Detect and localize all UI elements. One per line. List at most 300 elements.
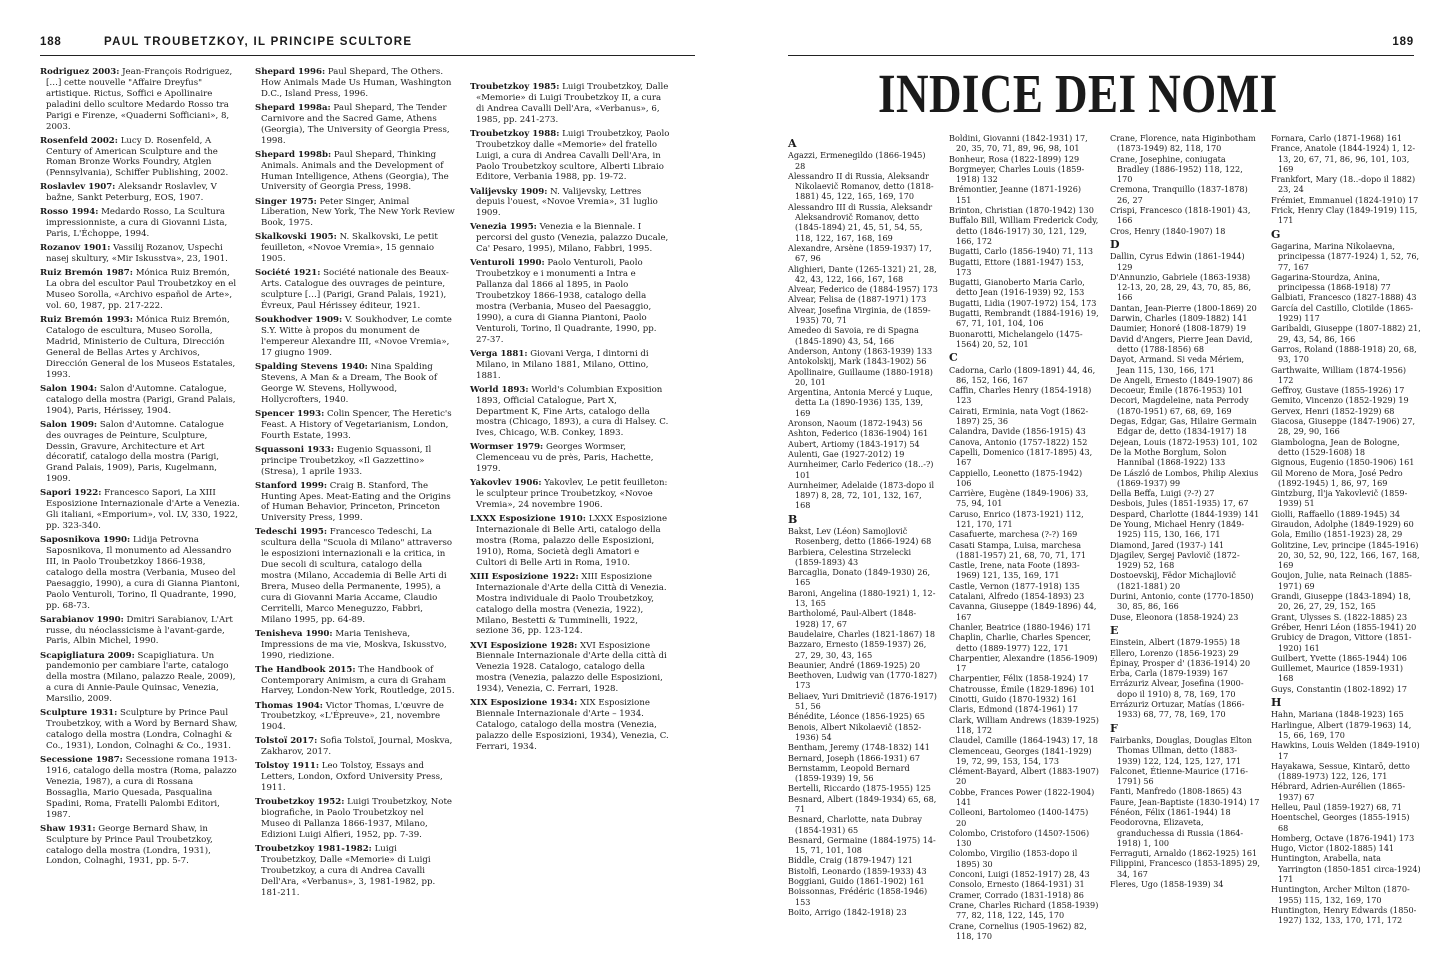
bibliography-key: Tenisheva 1990:	[255, 628, 333, 639]
bibliography-entry	[255, 629, 455, 662]
bibliography-entry	[255, 481, 455, 525]
index-entry: Darwin, Charles (1809-1882) 141	[1110, 313, 1248, 324]
index-entry: Apollinaire, Guillaume (1880-1918) 20, 101	[788, 366, 933, 387]
bibliography-text: Dmitri Sarabianov, L'Art russe, du néoclassicisme à l'avant-garde, Paris, Albin Michel, 1990.	[46, 614, 233, 647]
bibliography-key: Ruiz Bremón 1993:	[40, 315, 133, 326]
index-entry: Gemito, Vincenzo (1852-1929) 19	[1271, 395, 1409, 406]
index-entry: Gagarina-Stourdza, Anina, principessa (1868-1918) 77	[1271, 271, 1391, 293]
index-entry: Dallin, Cyrus Edwin (1861-1944) 129	[1110, 251, 1245, 272]
index-entry: Borgmeyer, Charles Louis (1859-1918) 132	[949, 163, 1085, 185]
bibliography-entry	[40, 384, 240, 417]
index-entry: Dostoevskij, Fëdor Michajlovič (1821-1881) 20	[1110, 570, 1236, 591]
index-entry: Errázuriz Ortuzar, Matías (1866-1933) 68, 77, 78, 169, 170	[1110, 699, 1245, 720]
index-entry: Degas, Edgar, Gas, Hilaire Germain Edgar de, detto (1834-1917) 18	[1110, 416, 1257, 437]
index-entry: Hugo, Victor (1802-1885) 141	[1271, 843, 1395, 854]
index-entry: Crane, Florence, nata Higinbotham (1873-1949) 82, 118, 170	[1110, 133, 1256, 154]
bibliography-text: Nina Spalding Stevens, A Man & a Dream, The Book of George W. Stevens, Hollywood, Hollycrofters, 1940.	[261, 361, 437, 405]
bibliography-entry	[470, 349, 670, 382]
bibliography-key: World 1893:	[470, 384, 529, 395]
bibliography-entry	[40, 420, 240, 485]
index-entry: Grubicy de Dragon, Vittore (1851-1920) 161	[1271, 632, 1412, 653]
bibliography-key: Verga 1881:	[470, 348, 528, 359]
index-letter-heading: F	[1110, 721, 1118, 735]
bibliography-entry	[255, 409, 455, 442]
index-entry: Djagilev, Sergej Pavlovič (1872-1929) 52, 168	[1110, 549, 1240, 571]
page-number-left: 188	[40, 36, 62, 48]
bibliography-key: Wormser 1979:	[470, 442, 544, 453]
index-column-4	[1271, 133, 1421, 926]
bibliography-column-2	[255, 67, 455, 902]
bibliography-key: Troubetzkoy 1985:	[470, 82, 560, 92]
index-entry: Clément-Bayard, Albert (1883-1907) 20	[949, 766, 1099, 787]
bibliography-text: Medardo Rosso, La Scultura impressionniste, a cura di Giovanni Lista, Paris, L'Échoppe, 1994.	[46, 207, 228, 240]
index-entry: Carrière, Eugène (1849-1906) 33, 75, 94, 101	[949, 488, 1089, 509]
index-entry: Barcaglia, Donato (1849-1930) 26, 165	[788, 567, 931, 588]
index-entry: Ellero, Lorenzo (1856-1923) 29	[1110, 647, 1239, 658]
bibliography-key: XIX Esposizione 1934:	[470, 698, 578, 709]
bibliography-key: Squassoni 1933:	[255, 444, 335, 455]
bibliography-entry	[255, 315, 455, 359]
index-entry: Alvear, Felisa de (1887-1971) 173	[788, 294, 927, 305]
bibliography-key: Troubetzkoy 1952:	[255, 797, 345, 808]
bibliography-key: Troubetzkoy 1988:	[470, 128, 560, 139]
index-entry: Bartholomé, Paul-Albert (1848-1928) 17, 67	[788, 608, 917, 629]
bibliography-entry	[40, 535, 240, 611]
bibliography-entry	[470, 641, 670, 696]
index-entry: Grandi, Giuseppe (1843-1894) 18, 20, 26, 27, 29, 152, 165	[1271, 591, 1411, 612]
bibliography-key: Salon 1904:	[40, 383, 98, 394]
bibliography-entry	[255, 761, 455, 794]
index-entry: Boissonnas, Frédéric (1858-1946) 153	[788, 886, 928, 907]
index-entry: Cobbe, Frances Power (1822-1904) 141	[949, 786, 1095, 807]
index-entry: Frick, Henry Clay (1849-1919) 115, 171	[1271, 205, 1418, 226]
left-page	[0, 0, 708, 971]
index-entry: Huntington, Arabella, nata Yarrington (1850-1851 circa-1924) 171	[1271, 853, 1421, 885]
index-entry: Boggiani, Guido (1861-1902) 161	[788, 876, 925, 887]
index-entry: Boldini, Giovanni (1842-1931) 17, 20, 35, 70, 71, 89, 96, 98, 101	[949, 133, 1088, 154]
index-entry: Harlingue, Albert (1879-1963) 14, 15, 66, 169, 170	[1271, 719, 1412, 740]
index-entry: Despard, Charlotte (1844-1939) 141	[1110, 508, 1260, 519]
bibliography-entry	[40, 243, 240, 265]
bibliography-text: Mónica Ruiz Bremón, Catalogo de escultura, Museo Sorolla, Madrid, Ministerio de Cultura, Dirección General de Bellas Artes y Archivos, Dirección General de los Museos Estatales, 1993.	[46, 315, 236, 380]
bibliography-entry	[40, 708, 240, 752]
bibliography-entry	[470, 187, 670, 220]
bibliography-column-1	[40, 67, 240, 871]
bibliography-entry	[40, 136, 240, 180]
index-entry: Chatrousse, Émile (1829-1896) 101	[949, 683, 1096, 694]
bibliography-key: LXXX Esposizione 1910:	[470, 514, 586, 525]
index-entry: Galbiati, Francesco (1827-1888) 43	[1271, 292, 1417, 303]
index-entry: De la Mothe Borglum, Solon Hannibal (1868-1922) 133	[1110, 446, 1227, 468]
index-entry: Charpentier, Félix (1858-1924) 17	[949, 673, 1089, 684]
index-entry: Calandra, Davide (1856-1915) 43	[949, 426, 1086, 437]
index-entry: Baudelaire, Charles (1821-1867) 18	[788, 628, 936, 639]
index-entry: Bugatti, Lidia (1907-1972) 154, 173	[949, 297, 1097, 308]
bibliography-column-3	[470, 82, 670, 756]
index-entry: Alvear, Federico de (1884-1957) 173	[788, 284, 938, 295]
bibliography-key: Stanford 1999:	[255, 480, 328, 491]
index-entry: Desbois, Jules (1851-1935) 17, 67	[1110, 498, 1249, 509]
index-entry: Crane, Josephine, coniugata Bradley (1886-1952) 118, 122, 170	[1110, 153, 1243, 185]
bibliography-entry	[255, 736, 455, 758]
bibliography-entry	[255, 197, 455, 230]
index-entry: Gervex, Henri (1852-1929) 68	[1271, 405, 1395, 416]
index-column-1	[788, 135, 938, 917]
bibliography-entry	[470, 222, 670, 255]
bibliography-text: World's Columbian Exposition 1893, Official Catalogue, Part X, Department K, Fine Arts, catalogo della mostra (Chicago, 1893), a cura di Halsey. C. Ives, Chicago, W.B. Conkey, 1893.	[476, 384, 669, 439]
header-rule	[40, 55, 695, 56]
index-entry: Conconi, Luigi (1852-1917) 28, 43	[949, 869, 1090, 880]
index-entry: Crispi, Francesco (1818-1901) 43, 166	[1110, 205, 1251, 226]
bibliography-entry	[40, 182, 240, 204]
index-entry: Bentham, Jeremy (1748-1832) 141	[788, 742, 930, 753]
index-entry: Garros, Roland (1888-1918) 20, 68, 93, 170	[1271, 343, 1417, 365]
index-letter-heading: A	[788, 137, 797, 150]
bibliography-entry	[255, 150, 455, 194]
index-entry: Charpentier, Alexandre (1856-1909) 17	[949, 652, 1098, 674]
bibliography-text: Sofia Tolstoï, Journal, Moskva, Zakharov, 2017.	[261, 736, 453, 758]
index-entry: Frankfort, Mary (18..-dopo il 1882) 23, 24	[1271, 174, 1416, 195]
index-entry: Casafuerte, marchesa (?-?) 169	[949, 529, 1078, 540]
index-entry: Hawkins, Louis Welden (1849-1910) 17	[1271, 740, 1420, 761]
index-entry: Claudel, Camille (1864-1943) 17, 18	[949, 735, 1098, 746]
index-letter-heading: C	[949, 351, 958, 365]
index-entry: Hayakawa, Sessue, Kintarō, detto (1889-1973) 122, 126, 171	[1271, 760, 1410, 782]
bibliography-entry	[255, 701, 455, 734]
index-entry: Beaunier, André (1869-1925) 20	[788, 659, 921, 670]
index-entry: Crane, Cornelius (1905-1962) 82, 118, 170	[949, 920, 1087, 941]
index-entry: Bernstamm, Leopold Bernard (1859-1939) 19, 56	[788, 762, 910, 784]
index-entry: Cros, Henry (1840-1907) 18	[1110, 225, 1226, 236]
index-entry: Aronson, Naoum (1872-1943) 56	[788, 418, 923, 429]
bibliography-text: Jean-François Rodriguez, […] cette nouvelle "Affaire Dreyfus" artistique. Rictus, Soffici e Apollinaire paladini dello scultore Medardo Rosso tra Parigi e Firenze, «Quaderni Sofficiani», 8, 2003.	[46, 67, 233, 132]
index-entry: Bonheur, Rosa (1822-1899) 129	[949, 153, 1080, 164]
bibliography-text: N. Valijevsky, Lettres depuis l'ouest, «Novoe Vremia», 31 luglio 1909.	[476, 186, 658, 219]
index-entry: Alexandre, Arsène (1859-1937) 17, 67, 96	[788, 242, 932, 264]
index-entry: Bugatti, Carlo (1856-1940) 71, 113	[949, 246, 1094, 257]
bibliography-key: Saposnikova 1990:	[40, 535, 131, 546]
bibliography-entry	[470, 514, 670, 569]
index-entry: De Young, Michael Henry (1849-1925) 115, 130, 166, 171	[1110, 518, 1245, 540]
bibliography-text: Victor Thomas, L'œuvre de Troubetzkoy, «L'Épreuve», 21, novembre 1904.	[261, 700, 444, 733]
index-entry: Giacosa, Giuseppe (1847-1906) 27, 28, 29, 90, 166	[1271, 416, 1416, 437]
right-page	[748, 0, 1456, 971]
index-entry: Bazzaro, Ernesto (1859-1937) 26, 27, 29, 30, 43, 165	[788, 639, 927, 660]
index-entry: Besnard, Germaine (1884-1975) 14-15, 71, 101, 108	[788, 834, 936, 856]
bibliography-key: Thomas 1904:	[255, 700, 323, 711]
index-entry: Giraudon, Adolphe (1849-1929) 60	[1271, 518, 1414, 529]
index-entry: Clark, William Andrews (1839-1925) 118, 172	[949, 714, 1099, 735]
bibliography-text: Eugenio Squassoni, Il principe Troubetzkoy, «Il Gazzettino» (Stresa), 1 aprile 1933.	[261, 444, 432, 477]
bibliography-entry	[470, 698, 670, 753]
bibliography-text: George Bernard Shaw, in Sculpture by Prince Paul Troubetzkoy, catalogo della mostra (Londra, 1931), London, Colnaghi, 1931, pp. 5-7.	[46, 823, 213, 867]
index-entry: Caffin, Charles Henry (1854-1918) 123	[949, 385, 1092, 406]
bibliography-entry	[40, 268, 240, 312]
index-entry: Bakst, Lev (Léon) Samojlovič Rosenberg, detto (1866-1924) 68	[788, 525, 932, 547]
index-entry: Fornara, Carlo (1871-1968) 161	[1271, 133, 1402, 143]
index-entry: Daumier, Honoré (1808-1879) 19	[1110, 323, 1247, 334]
bibliography-text: The Handbook of Contemporary Animism, a cura di Graham Harvey, London-New York, Routledge, 2015.	[261, 664, 455, 697]
index-entry: Gagarina, Marina Nikolaevna, principessa (1877-1924) 1, 52, 76, 77, 167	[1271, 240, 1420, 272]
index-entry: Beliaev, Yuri Dmitrievič (1876-1917) 51, 56	[788, 690, 937, 712]
index-entry: Della Beffa, Luigi (?-?) 27	[1110, 488, 1215, 499]
bibliography-key: Société 1921:	[255, 268, 321, 279]
index-entry: Bernard, Joseph (1866-1931) 67	[788, 752, 920, 763]
index-entry: De Angeli, Ernesto (1849-1907) 86	[1110, 374, 1253, 385]
running-title: PAUL TROUBETZKOY, IL PRINCIPE SCULTORE	[104, 36, 413, 48]
bibliography-text: Yakovlev, Le petit feuilleton: le sculpteur prince Troubetzkoy, «Novoe Vremia», 24 novembre 1906.	[476, 478, 668, 511]
bibliography-entry	[255, 797, 455, 841]
index-entry: Aubert, Artiomy (1843-1917) 54	[788, 438, 920, 449]
index-entry: Cappiello, Leonetto (1875-1942) 106	[949, 467, 1083, 488]
bibliography-key: The Handbook 2015:	[255, 664, 356, 675]
bibliography-text: Paul Shepard, The Others. How Animals Made Us Human, Washington D.C., Island Press, 1996.	[261, 67, 452, 99]
index-entry: Argentina, Antonia Mercé y Luque, detta La (1890-1936) 135, 139, 169	[788, 387, 933, 418]
index-entry: Capelli, Domenico (1817-1895) 43, 167	[949, 446, 1093, 468]
index-entry: Cinotti, Guido (1870-1932) 161	[949, 694, 1078, 705]
index-letter-heading: H	[1271, 696, 1282, 710]
bibliography-entry	[255, 103, 455, 147]
index-column-2	[949, 133, 1099, 941]
index-entry: García del Castillo, Clotilde (1865-1929) 117	[1271, 302, 1414, 324]
index-entry: Benois, Albert Nikolaevič (1852-1936) 54	[788, 721, 922, 742]
index-entry: Huntington, Archer Milton (1870-1955) 115, 132, 169, 170	[1271, 884, 1410, 905]
bibliography-entry	[470, 82, 670, 126]
index-entry: Bertelli, Riccardo (1875-1955) 125	[788, 783, 931, 794]
bibliography-text: Salon d'Automne. Catalogue, catalogo della mostra (Parigi, Grand Palais, 1904), Paris, Hérissey, 1904.	[46, 383, 236, 416]
bibliography-entry	[40, 755, 240, 820]
bibliography-key: Rodriguez 2003:	[40, 67, 120, 77]
index-entry: Cavanna, Giuseppe (1849-1896) 44, 167	[949, 601, 1097, 622]
index-entry: Buffalo Bill, William Frederick Cody, detto (1846-1917) 30, 121, 129, 166, 172	[949, 215, 1099, 246]
index-entry: Ashton, Federico (1836-1904) 161	[788, 428, 929, 439]
index-letter-heading: B	[788, 512, 798, 526]
index-entry: Hahn, Mariana (1848-1923) 165	[1271, 709, 1404, 720]
index-entry: Colleoni, Bartolomeo (1400-1475) 20	[949, 807, 1089, 828]
bibliography-entry	[40, 315, 240, 380]
index-entry: David d'Angers, Pierre Jean David, detto (1788-1856) 68	[1110, 333, 1253, 354]
page-number-right: 189	[1392, 36, 1414, 48]
bibliography-text: Colin Spencer, The Heretic's Feast. A History of Vegetarianism, London, Fourth Estate, 1993.	[261, 408, 452, 441]
index-entry: Dantan, Jean-Pierre (1800-1869) 20	[1110, 302, 1257, 313]
index-entry: Goujon, Julie, nata Reinach (1885-1971) 69	[1271, 570, 1412, 591]
bibliography-text: Lucy D. Rosenfeld, A Century of American Sculpture and the Roman Bronze Works Foundry, Atglen (Pennsylvania), Schiffer Publishing, 2002.	[46, 135, 229, 179]
index-entry: Dayot, Armand. Si veda Mériem, Jean 115, 130, 166, 171	[1110, 354, 1245, 375]
index-entry: Biddle, Craig (1879-1947) 121	[788, 855, 913, 866]
index-entry: Catalani, Alfredo (1854-1893) 23	[949, 591, 1085, 602]
index-entry: Chaplin, Charlie, Charles Spencer, detto (1889-1977) 122, 171	[949, 632, 1091, 653]
index-entry: Besnard, Charlotte, nata Dubray (1854-1931) 65	[788, 814, 922, 835]
bibliography-text: Sculpture by Prince Paul Troubetzkoy, with a Word by Bernard Shaw, catalogo della mostra (Londra, Colnaghi & Co., 1931), London, Colnaghi & Co., 1931.	[46, 708, 238, 751]
bibliography-key: Sapori 1922:	[40, 488, 102, 499]
index-entry: Agazzi, Ermenegildo (1866-1945) 28	[788, 150, 926, 171]
bibliography-entry	[40, 615, 240, 648]
index-entry: Brinton, Christian (1870-1942) 130	[949, 205, 1094, 216]
bibliography-text: Scapigliatura. Un pandemonio per cambiare l'arte, catalogo della mostra (Milano, palazzo Reale, 2009), a cura di Annie-Paule Quinsac, Venezia, Marsilio, 2009.	[46, 650, 236, 705]
index-entry: Homberg, Octave (1876-1941) 173	[1271, 832, 1415, 843]
bibliography-entry	[255, 362, 455, 406]
index-entry: Erba, Carla (1879-1939) 167	[1110, 668, 1229, 679]
bibliography-key: Tolstoï 2017:	[255, 736, 318, 747]
index-entry: Bugatti, Rembrandt (1884-1916) 19, 67, 71, 101, 104, 106	[949, 308, 1099, 329]
index-entry: Anderson, Antony (1863-1939) 133	[788, 345, 933, 356]
bibliography-text: XIX Esposizione Biennale Internazionale d'Arte – 1934. Catalogo, catalogo della mostra (Venezia, palazzo delle Esposizioni, 1934), Venezia, C. Ferrari, 1934.	[476, 698, 669, 752]
bibliography-entry	[255, 527, 455, 625]
bibliography-text: XVI Esposizione Biennale Internazionale d'Arte della città di Venezia 1928. Catalogo, catalogo della mostra (Venezia, palazzo delle Esposizioni, 1934), Venezia, C. Ferrari, 1928.	[476, 640, 667, 695]
bibliography-text: Peter Singer, Animal Liberation, New York, The New York Review Book, 1975.	[261, 196, 455, 229]
index-entry: Canova, Antonio (1757-1822) 152	[949, 436, 1088, 447]
index-entry: Frémiet, Emmanuel (1824-1910) 17	[1271, 194, 1419, 205]
bibliography-text: XIII Esposizione Internazionale d'Arte della Città di Venezia. Mostra individuale di Paolo Troubetzkoy, catalogo della mostra (Venezia, 1922), Milano, Bestetti & Tumminelli, 1922, sezione 36, pp. 123-124.	[476, 571, 667, 637]
index-letter-heading: D	[1110, 237, 1120, 251]
bibliography-text: Francesco Sapori, La XIII Esposizione Internazionale d'Arte a Venezia. Gli italiani, «Emporium», vol. LV, 330, 1922, pp. 323-340.	[46, 488, 240, 532]
index-entry: Errázuriz Alvear, Josefina (1900-dopo il 1910) 8, 78, 169, 170	[1110, 678, 1244, 699]
index-entry: Garthwaite, William (1874-1956) 172	[1271, 364, 1407, 385]
index-entry: Fleres, Ugo (1858-1939) 34	[1110, 879, 1224, 890]
index-entry: Gréber, Henri Léon (1855-1941) 20	[1271, 621, 1417, 632]
index-column-3	[1110, 133, 1260, 889]
index-entry: Decoeur, Émile (1876-1953) 101	[1110, 385, 1244, 396]
bibliography-entry	[40, 651, 240, 706]
index-entry: Guillemet, Maurice (1859-1931) 168	[1271, 663, 1404, 684]
index-entry: Guilbert, Yvette (1865-1944) 106	[1271, 652, 1407, 663]
index-entry: Alvear, Josefina Virginia, de (1859-1935) 70, 71	[788, 304, 931, 326]
bibliography-entry	[470, 385, 670, 440]
index-entry: Geffroy, Gustave (1855-1926) 17	[1271, 385, 1405, 396]
index-entry: Giambologna, Jean de Bologne, detto (1529-1608) 18	[1271, 436, 1400, 457]
bibliography-text: Francesco Tedeschi, La scultura della "Scuola di Milano" attraverso le esposizioni internazionali e la critica, in Due secoli di scultura, catalogo della mostra (Milano, Accademia di Belle Arti di Brera, Museo della Permanente, 1995), a cura di Giovanni Maria Accame, Claudio Cerritelli, Marco Meneguzzo, Fabbri, Milano 1995, pp. 64-89.	[261, 527, 453, 625]
bibliography-key: Rosso 1994:	[40, 207, 99, 218]
bibliography-text: Mónica Ruiz Bremón, La obra del escultor Paul Troubetzkoy en el Museo Sorolla, «Archivo español de Arte», vol. 60, 1987, pp. 217-222.	[46, 268, 237, 312]
bibliography-key: Venezia 1995:	[470, 222, 537, 233]
bibliography-entry	[255, 268, 455, 312]
index-entry: Aurnheimer, Adelaide (1873-dopo il 1897) 8, 28, 72, 101, 132, 167, 168	[788, 479, 935, 511]
index-entry: Clemenceau, Georges (1841-1929) 19, 72, 99, 153, 154, 173	[949, 745, 1092, 766]
index-entry: Cadorna, Carlo (1809-1891) 44, 46, 86, 152, 166, 167	[949, 364, 1096, 385]
index-entry: Chanler, Beatrice (1880-1946) 171	[949, 621, 1092, 632]
index-entry: Einstein, Albert (1879-1955) 18	[1110, 637, 1241, 648]
index-entry: Ferraguti, Arnaldo (1862-1925) 161	[1110, 848, 1258, 859]
index-entry: Guys, Constantin (1802-1892) 17	[1271, 683, 1408, 694]
bibliography-entry	[255, 445, 455, 478]
index-entry: Fairbanks, Douglas, Douglas Elton Thomas Ullman, detto (1883-1939) 122, 124, 125, 127, 171	[1110, 734, 1252, 766]
bibliography-key: Tedeschi 1995:	[255, 527, 328, 538]
bibliography-text: Luigi Troubetzkoy, Dalle «Memorie» di Luigi Troubetzkoy, a cura di Andrea Cavalli Dell'Ara, «Verbanus», 3, 1981-1982, pp. 181-211.	[261, 844, 436, 898]
index-entry: Barbiera, Celestina Strzelecki (1859-1893) 43	[788, 546, 912, 567]
index-entry: Colombo, Virgilio (1853-dopo il 1895) 30	[949, 848, 1078, 869]
index-entry: Bugatti, Gianoberto Maria Carlo, detto Jean (1916-1939) 92, 153	[949, 277, 1085, 298]
bibliography-text: Leo Tolstoy, Essays and Letters, London, Oxford University Press, 1911.	[261, 761, 443, 794]
index-entry: Giolli, Raffaello (1889-1945) 34	[1271, 508, 1401, 519]
bibliography-text: Luigi Troubetzkoy, Note biografiche, in Paolo Troubetzkoy nel Museo di Pallanza 1866-1937, Milano, Edizioni Luigi Alfieri, 1952, pp. 7-39.	[261, 797, 452, 841]
bibliography-key: Salon 1909:	[40, 419, 98, 430]
index-entry: Durini, Antonio, conte (1770-1850) 30, 85, 86, 166	[1110, 591, 1254, 612]
index-entry: Feodorovna, Elizaveta, granduchessa di Russia (1864-1918) 1, 100	[1110, 817, 1244, 848]
bibliography-key: Troubetzkoy 1981-1982:	[255, 844, 372, 855]
bibliography-key: Soukhodver 1909:	[255, 315, 343, 326]
bibliography-key: Valijevsky 1909:	[470, 186, 548, 197]
bibliography-entry	[470, 572, 670, 637]
bibliography-text: Luigi Troubetzkoy, Dalle «Memorie» di Luigi Troubetzkoy II, a cura di Andrea Cavalli Dell'Ara, «Verbanus», 6, 1985, pp. 241-273.	[476, 82, 669, 125]
bibliography-entry	[470, 258, 670, 345]
bibliography-key: Shepard 1996:	[255, 67, 326, 77]
bibliography-key: Rozanov 1901:	[40, 243, 111, 254]
index-entry: Dejean, Louis (1872-1953) 101, 102	[1110, 436, 1258, 447]
bibliography-key: Sarabianov 1990:	[40, 614, 124, 625]
bibliography-text: Paul Shepard, The Tender Carnivore and the Sacred Game, Athens (Georgia), The University of Georgia Press, 1998.	[261, 102, 450, 146]
index-entry: Buonarotti, Michelangelo (1475-1564) 20, 52, 101	[949, 328, 1083, 349]
index-entry: Cramer, Corrado (1831-1918) 86	[949, 889, 1084, 900]
bibliography-key: Scapigliatura 2009:	[40, 650, 135, 661]
index-entry: Alessandro II di Russia, Aleksandr Nikolaevič Romanov, detto (1818-1881) 45, 122, 165, 169, 170	[788, 170, 934, 202]
index-entry: Bénédite, Léonce (1856-1925) 65	[788, 711, 925, 722]
index-entry: Aurnheimer, Carlo Federico (18..-?) 101	[788, 459, 934, 480]
bibliography-text: Craig B. Stanford, The Hunting Apes. Meat-Eating and the Origins of Human Behavior, Princeton, Princeton University Press, 1999.	[261, 480, 451, 524]
bibliography-text: Georges Wormser, Clemenceau vu de près, Paris, Hachette, 1979.	[476, 442, 654, 475]
bibliography-key: Singer 1975:	[255, 196, 317, 207]
bibliography-entry	[255, 844, 455, 899]
index-entry: Alighieri, Dante (1265-1321) 21, 28, 42, 43, 122, 166, 167, 168	[788, 263, 937, 284]
bibliography-key: Venturoli 1990:	[470, 258, 545, 269]
index-entry: Diamond, Jared (1937-) 141	[1110, 539, 1225, 550]
bibliography-text: Paolo Venturoli, Paolo Troubetzkoy e i monumenti a Intra e Pallanza dal 1866 al 1895, in Paolo Troubetzkoy 1866-1938, catalogo della mostra (Verbania, Museo del Paesaggio, 1990), a cura di Gianna Piantoni, Paolo Venturoli, Torino, Il Quadrante, 1990, pp. 27-37.	[476, 258, 657, 345]
index-entry: Amedeo di Savoia, re di Spagna (1845-1890) 43, 54, 166	[788, 325, 919, 346]
index-entry: Gintzburg, Il'ja Yakovlevič (1859-1939) 51	[1271, 488, 1408, 509]
bibliography-text: Vassilij Rozanov, Uspechi nasej skultury, «Mir Iskusstva», 23, 1901.	[46, 243, 228, 265]
bibliography-text: Salon d'Automne. Catalogue des ouvrages de Peinture, Sculpture, Dessin, Gravure, Architecture et Art décoratif, catalogo della mostra (Parigi, Grand Palais, 1909), Paris, Kugelmann, 1909.	[46, 419, 224, 485]
bibliography-text: Luigi Troubetzkoy, Paolo Troubetzkoy dalle «Memorie» del fratello Luigi, a cura di Andrea Cavalli Dell'Ara, in Paolo Troubetzkoy scultore, Alberti Libraio Editore, Verbania 1988, pp. 19-72.	[476, 128, 670, 183]
index-entry: Cairati, Erminia, nata Vogt (1862-1897) 25, 36	[949, 405, 1089, 427]
bibliography-key: Tolstoy 1911:	[255, 761, 320, 772]
bibliography-key: XVI Esposizione 1928:	[470, 640, 578, 651]
bibliography-key: Yakovlev 1906:	[470, 478, 542, 489]
bibliography-key: Secessione 1987:	[40, 755, 123, 766]
bibliography-text: Giovani Verga, I dintorni di Milano, in Milano 1881, Milano, Ottino, 1881.	[476, 348, 649, 381]
bibliography-text: Secessione romana 1913-1916, catalogo della mostra (Roma, palazzo Venezia, 1987), a cura di Rossana Bossaglia, Mario Quesada, Pasqualina Spadini, Roma, Fratelli Palombi Editori, 1987.	[46, 755, 238, 820]
index-entry: Filippini, Francesco (1853-1895) 29, 34, 167	[1110, 858, 1260, 879]
bibliography-key: Shepard 1998a:	[255, 102, 331, 113]
bibliography-text: LXXX Esposizione Internazionale di Belle Arti, catalogo della mostra (Roma, palazzo delle Esposizioni, 1910), Roma, Società degli Amatori e Cultori di Belle Arti in Roma, 1910.	[476, 514, 668, 568]
index-entry: Garibaldi, Giuseppe (1807-1882) 21, 29, 43, 54, 86, 166	[1271, 323, 1421, 344]
index-title: INDICE DEI NOMI	[878, 63, 1278, 124]
index-entry: Épinay, Prosper d' (1836-1914) 20	[1110, 657, 1251, 668]
index-entry: Falconet, Étienne-Maurice (1716-1791) 56	[1110, 765, 1248, 787]
bibliography-key: Skalkovski 1905:	[255, 232, 337, 243]
index-entry: Castle, Vernon (1877-1918) 135	[949, 580, 1080, 591]
header-rule	[788, 55, 1414, 56]
index-entry: Besnard, Albert (1849-1934) 65, 68, 71	[788, 793, 937, 814]
bibliography-text: V. Soukhodver, Le comte S.Y. Witte à propos du monument de l'empereur Alexandre III, «Novoe Vremia», 17 giugno 1909.	[261, 315, 452, 358]
index-entry: D'Annunzio, Gabriele (1863-1938) 12-13, 20, 28, 29, 43, 70, 85, 86, 166	[1110, 271, 1252, 303]
index-entry: Beethoven, Ludwig van (1770-1827) 173	[788, 670, 938, 691]
index-entry: Fanti, Manfredo (1808-1865) 43	[1110, 786, 1242, 797]
bibliography-key: Spencer 1993:	[255, 408, 325, 419]
bibliography-key: Roslavlev 1907:	[40, 182, 116, 193]
index-entry: Claris, Edmond (1874-1961) 17	[949, 704, 1079, 715]
bibliography-text: Société nationale des Beaux-Arts. Catalogue des ouvrages de peinture, sculpture […] (Parigi, Grand Palais, 1921), Évreux, Paul Hérissey éditeur, 1921.	[261, 268, 449, 312]
index-letter-heading: G	[1271, 227, 1281, 241]
index-entry: Faure, Jean-Baptiste (1830-1914) 17	[1110, 796, 1260, 807]
bibliography-text: Maria Tenisheva, Impressions de ma vie, Moskva, Iskusstvo, 1990, riedizione.	[261, 628, 447, 661]
index-entry: Gil Moreno de Mora, José Pedro (1892-1945) 1, 86, 97, 169	[1271, 467, 1403, 488]
bibliography-entry	[40, 824, 240, 868]
index-entry: Baroni, Angelina (1880-1921) 1, 12-13, 165	[788, 587, 936, 609]
bibliography-text: Venezia e la Biennale. I percorsi del gusto (Venezia, palazzo Ducale, Ca' Pesaro, 1995), Milano, Fabbri, 1995.	[476, 222, 669, 255]
index-entry: Hoentschel, Georges (1855-1915) 68	[1271, 812, 1410, 833]
index-entry: Casati Stampa, Luisa, marchesa (1881-1957) 21, 68, 70, 71, 171	[949, 539, 1087, 560]
index-entry: Helleu, Paul (1859-1927) 68, 71	[1271, 802, 1403, 812]
index-entry: Decori, Magdeleine, nata Perrody (1870-1951) 67, 68, 69, 169	[1110, 395, 1249, 416]
